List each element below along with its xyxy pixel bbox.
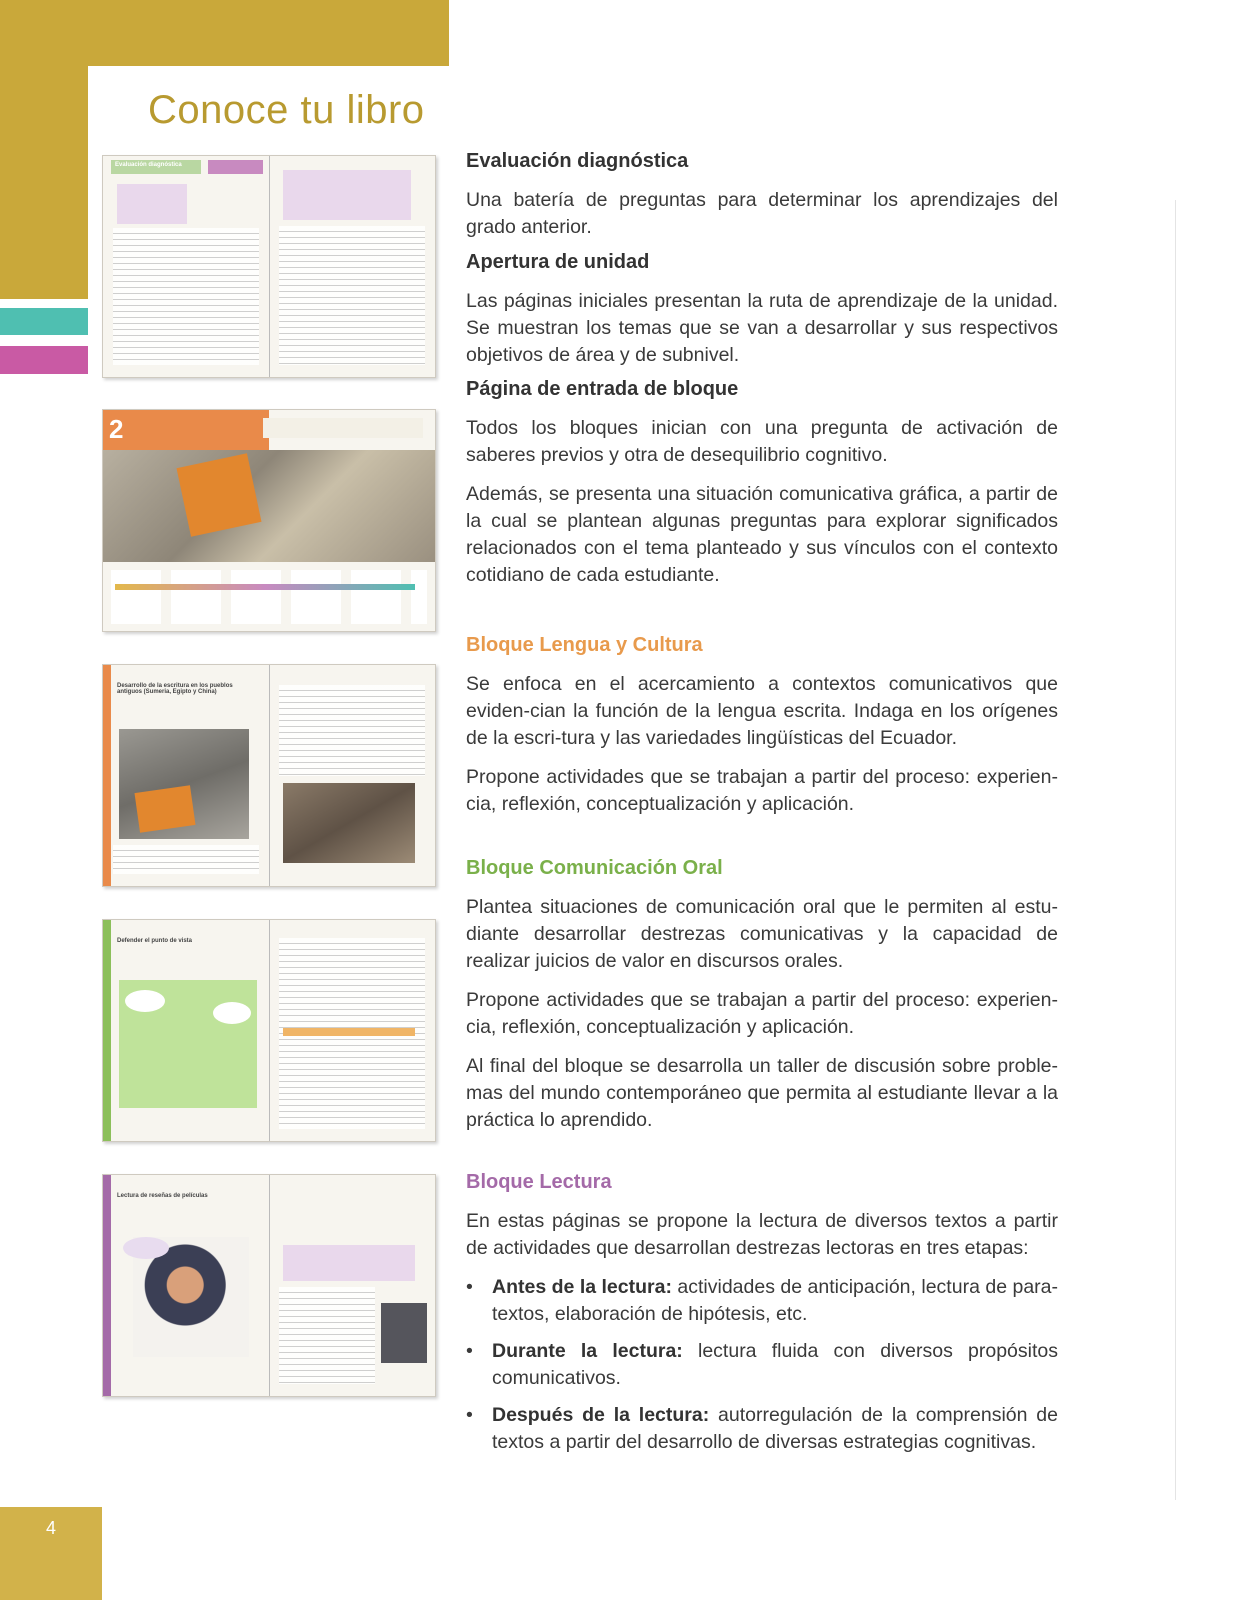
section-heading: Evaluación diagnóstica — [466, 150, 689, 172]
section-paragraph: Además, se presenta una situación comunicativa gráfica, a partir de la cual se plantean algunas preguntas para explorar significados relacionados con el tema planteado y sus vínculos con el contexto cotidiano de cada estudiante. — [466, 483, 1058, 586]
thumbnail-box — [117, 184, 187, 224]
thumbnail-left-page — [103, 1175, 270, 1396]
thumbnail-speech-bubble — [213, 1002, 251, 1024]
section-paragraph: Las páginas iniciales presentan la ruta de aprendizaje de la unidad. Se muestran los temas que se van a desarrollar y sus respectivos objetivos de área y de subnivel. — [466, 290, 1058, 366]
thumbnail-route-bar — [115, 584, 415, 590]
section-apertura-unidad — [466, 251, 1058, 381]
thumbnail-header-accent — [208, 160, 263, 174]
section-heading: Bloque Lengua y Cultura — [466, 634, 703, 656]
page-edge-line — [1175, 200, 1176, 1500]
section-heading: Bloque Comunicación Oral — [466, 857, 723, 879]
list-item — [466, 1274, 1058, 1328]
thumbnail-right-page — [269, 156, 435, 377]
section-bloque-lengua-cultura — [466, 634, 1058, 830]
page-title: Conoce tu libro — [148, 88, 425, 132]
thumbnail-table — [283, 1245, 415, 1281]
thumbnail-text-lines — [279, 685, 425, 776]
thumbnail-orange-card — [134, 785, 195, 832]
section-heading: Apertura de unidad — [466, 251, 650, 273]
thumbnail-speech-bubble — [123, 1237, 169, 1259]
thumbnail-text-lines — [113, 845, 259, 874]
section-bloque-lectura — [466, 1171, 1058, 1466]
bullet-icon: • — [466, 1340, 473, 1362]
thumbnail-apertura-unidad — [102, 409, 436, 632]
thumbnail-speech-bubble — [125, 990, 165, 1012]
section-paragraph: Se enfoca en el acercamiento a contextos comunicativos que eviden-cian la función de la lengua escrita. Indaga en los orígenes de la escri-tura y las variedades lingüísticas del Ecuador. — [466, 673, 1058, 749]
thumbnail-text-lines — [279, 226, 425, 365]
thumbnail-evaluacion-diagnostica — [102, 155, 436, 378]
thumbnail-right-page — [269, 920, 435, 1141]
page-number: 4 — [45, 1518, 56, 1538]
thumbnail-comunicacion-oral — [102, 919, 436, 1142]
thumbnail-question-box — [263, 418, 423, 438]
list-item — [466, 1402, 1058, 1456]
thumbnail-egypt-image — [103, 450, 435, 562]
thumbnail-highlight-bar — [283, 1028, 415, 1036]
thumbnail-right-page — [269, 1175, 435, 1396]
section-pagina-entrada-bloque — [466, 378, 1058, 601]
section-heading: Bloque Lectura — [466, 1171, 612, 1193]
section-paragraph: Todos los bloques inician con una pregunta de activación de saberes previos y otra de desequilibrio cognitivo. — [466, 417, 1058, 466]
thumbnail-side-tab — [103, 665, 111, 886]
thumbnail-side-photo — [381, 1303, 427, 1363]
section-evaluacion-diagnostica — [466, 150, 1058, 253]
thumbnail-lectura — [102, 1174, 436, 1397]
section-paragraph: Al final del bloque se desarrolla un taller de discusión sobre proble-mas del mundo contemporáneo que permita al estudiante llevar a la práctica lo aprendido. — [466, 1055, 1058, 1131]
thumbnail-header-label: Desarrollo de la escritura en los pueblos antiguos (Sumeria, Egipto y China) — [117, 683, 233, 695]
thumbnail-learning-route — [111, 570, 427, 624]
list-item-text: autorregulación de la comprensión de textos a partir del desarrollo de diversas estrategias cognitivas. — [492, 1404, 1058, 1453]
list-item-text: lectura fluida con diversos propósitos comunicativos. — [492, 1340, 1058, 1389]
list-item-text: actividades de anticipación, lectura de para-textos, elaboración de hipótesis, etc. — [492, 1276, 1059, 1325]
thumbnail-unit-number: 2 — [109, 414, 124, 444]
section-paragraph: Propone actividades que se trabajan a partir del proceso: experien-cia, reflexión, conceptualización y aplicación. — [466, 989, 1058, 1038]
bullet-icon: • — [466, 1276, 473, 1298]
thumbnail-table — [283, 170, 411, 220]
thumbnail-left-page — [103, 665, 270, 886]
pink-stripe — [0, 346, 88, 374]
thumbnail-orange-banner — [103, 410, 269, 450]
section-heading: Página de entrada de bloque — [466, 378, 739, 400]
reading-stages-list — [466, 1274, 1058, 1456]
section-paragraph: Propone actividades que se trabajan a partir del proceso: experien-cia, reflexión, conceptualización y aplicación. — [466, 766, 1058, 815]
thumbnail-text-lines — [279, 1287, 375, 1384]
thumbnail-header-label: Defender el punto de vista — [117, 938, 193, 944]
thumbnail-orange-card — [177, 453, 262, 536]
teal-stripe — [0, 308, 88, 335]
section-paragraph: Una batería de preguntas para determinar los aprendizajes del grado anterior. — [466, 189, 1058, 238]
thumbnail-left-page — [103, 156, 270, 377]
thumbnail-right-page — [269, 665, 435, 886]
top-gold-bar — [0, 0, 449, 66]
list-item — [466, 1338, 1058, 1392]
thumbnail-side-tab — [103, 920, 111, 1141]
thumbnail-header-label: Lectura de reseñas de películas — [117, 1193, 208, 1199]
section-paragraph: Plantea situaciones de comunicación oral que le permiten al estu-diante desarrollar destrezas comunicativas y la capacidad de realizar juicios de valor en discursos orales. — [466, 896, 1058, 972]
bullet-icon: • — [466, 1404, 473, 1426]
thumbnail-header-label: Evaluación diagnóstica — [115, 162, 182, 168]
thumbnail-side-tab — [103, 1175, 111, 1396]
thumbnail-relief-image — [283, 783, 415, 863]
side-gold-bar — [0, 66, 88, 299]
thumbnail-lengua-cultura — [102, 664, 436, 887]
thumbnail-text-lines — [113, 228, 259, 365]
list-item-term: Después de la lectura: — [492, 1404, 710, 1426]
list-item-term: Durante la lectura: — [492, 1340, 683, 1362]
section-bloque-comunicacion-oral — [466, 857, 1058, 1146]
thumbnail-left-page — [103, 920, 270, 1141]
list-item-term: Antes de la lectura: — [492, 1276, 672, 1298]
section-paragraph: En estas páginas se propone la lectura de diversos textos a partir de actividades que desarrollan destrezas lectoras en tres etapas: — [466, 1210, 1058, 1259]
